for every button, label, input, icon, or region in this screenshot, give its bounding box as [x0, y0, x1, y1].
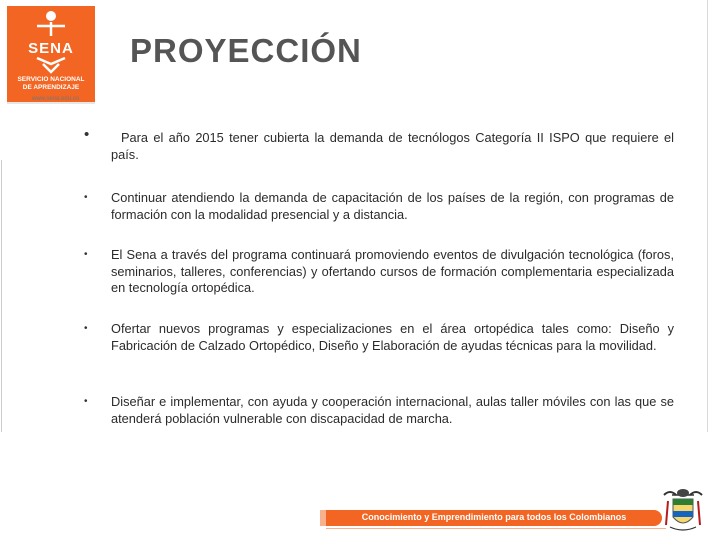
logo-word: SENA: [28, 40, 74, 57]
colombia-crest-icon: [660, 487, 706, 535]
bullet-marker: •: [84, 323, 88, 334]
footer-slogan: Conocimiento y Emprendimiento para todos los Colombianos: [361, 512, 627, 522]
logo-subtitle: [9, 76, 93, 92]
bullet-text: Continuar atendiendo la demanda de capacitación de los países de la región, con programas de formación con la modalidad presencial y a distancia.: [111, 190, 674, 222]
list-item: [84, 321, 674, 354]
page-title: PROYECCIÓN: [130, 32, 362, 69]
bullet-marker: •: [84, 249, 88, 260]
bullet-marker: •: [84, 192, 88, 203]
list-item: [84, 190, 674, 223]
footer-rule: [326, 528, 666, 529]
bullet-marker: •: [84, 396, 88, 407]
bullet-marker: •: [84, 126, 90, 143]
list-item: [84, 126, 674, 163]
logo-subtitle-line1: SERVICIO NACIONAL: [17, 76, 85, 83]
left-divider: [1, 160, 2, 432]
bullet-text: Para el año 2015 tener cubierta la demanda de tecnólogos Categoría II ISPO que requiere el país.: [111, 130, 674, 162]
bullet-text: Diseñar e implementar, con ayuda y cooperación internacional, aulas taller móviles con las que se atenderá población vulnerable con discapacidad de marcha.: [111, 394, 674, 426]
logo-subtitle-line2: DE APRENDIZAJE: [22, 84, 80, 91]
list-item: [84, 394, 674, 427]
sena-logo-icon: [7, 6, 95, 102]
bullet-text: El Sena a través del programa continuará promoviendo eventos de divulgación tecnológica (foros, seminarios, talleres, conferencias) y ofertando cursos de formación complementaria especializada en tecnología ortopédica.: [111, 247, 674, 295]
logo-underline: [7, 102, 95, 104]
bullet-text: Ofertar nuevos programas y especializaciones en el área ortopédica tales como: Diseño y Fabricación de Calzado Ortopédico, Diseño y Elaboración de ayudas técnicas para la movilidad.: [111, 321, 674, 353]
right-divider: [707, 0, 708, 432]
footer-banner: [326, 510, 662, 526]
logo-url: www.sena.edu.co: [32, 96, 80, 102]
list-item: [84, 247, 674, 297]
